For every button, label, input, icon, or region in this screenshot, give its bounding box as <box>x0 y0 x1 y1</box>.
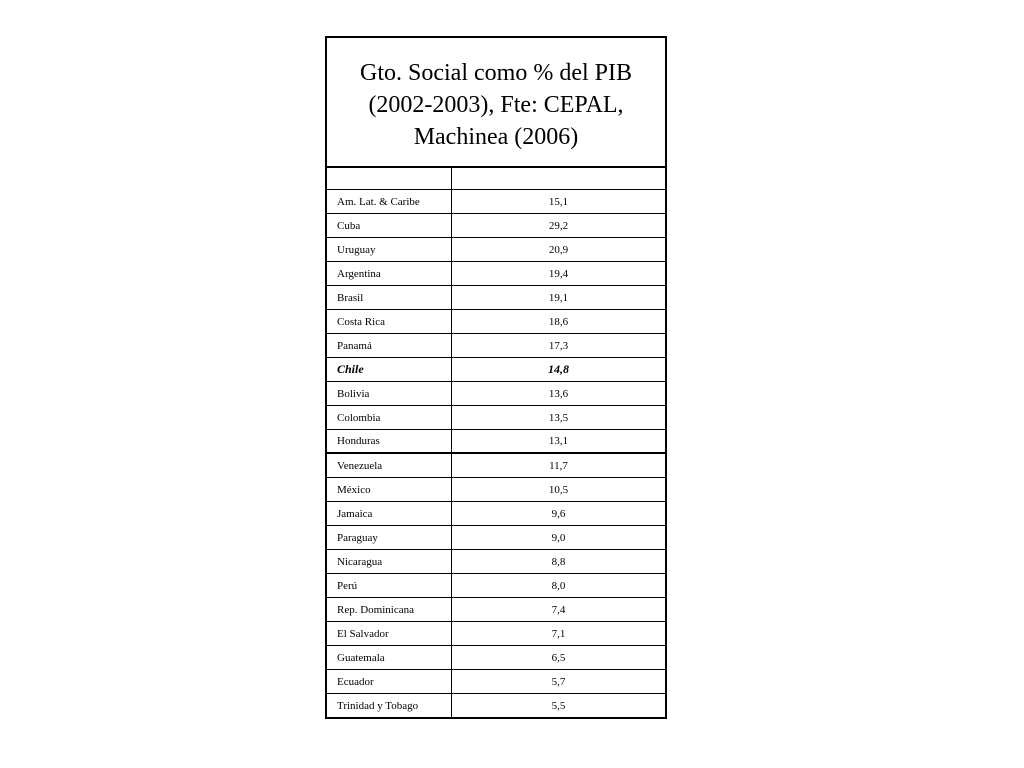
country-cell: Colombia <box>327 406 452 429</box>
table-row <box>327 238 665 262</box>
country-cell: Guatemala <box>327 646 452 669</box>
country-cell: Paraguay <box>327 526 452 549</box>
country-cell: Am. Lat. & Caribe <box>327 190 452 213</box>
value-cell: 19,1 <box>548 291 569 304</box>
table-title-line-3: Machinea (2006) <box>413 124 579 150</box>
country-cell: Venezuela <box>327 454 452 477</box>
table-title-line-2: (2002-2003), Fte: CEPAL, <box>368 92 624 118</box>
table-row <box>327 502 665 526</box>
country-cell: Bolivia <box>327 382 452 405</box>
table-row <box>327 694 665 718</box>
value-cell: 8,8 <box>551 555 566 568</box>
country-cell: Argentina <box>327 262 452 285</box>
value-cell: 14,8 <box>548 362 569 376</box>
country-cell: Cuba <box>327 214 452 237</box>
table-row <box>327 646 665 670</box>
country-cell: Ecuador <box>327 670 452 693</box>
value-cell: 29,2 <box>548 219 569 232</box>
country-cell: El Salvador <box>327 622 452 645</box>
table-header-row <box>327 168 665 190</box>
table-row <box>327 478 665 502</box>
value-cell: 10,5 <box>548 483 569 496</box>
value-cell: 6,5 <box>551 651 566 664</box>
country-cell: Rep. Dominicana <box>327 598 452 621</box>
table-row <box>327 334 665 358</box>
country-cell: Trinidad y Tobago <box>327 694 452 718</box>
value-cell: 15,1 <box>548 195 569 208</box>
table-title <box>327 38 665 168</box>
table-body <box>327 190 665 718</box>
value-cell: 7,1 <box>551 627 566 640</box>
value-cell: 13,5 <box>548 411 569 424</box>
table-row <box>327 262 665 286</box>
value-cell: 5,5 <box>551 700 566 712</box>
table-row <box>327 550 665 574</box>
value-cell: 9,0 <box>551 531 566 544</box>
value-cell: 17,3 <box>548 339 569 352</box>
data-table <box>325 36 667 719</box>
header-value-cell <box>452 168 665 189</box>
value-cell: 13,1 <box>548 435 569 447</box>
value-cell: 8,0 <box>551 579 566 592</box>
value-cell: 11,7 <box>549 459 568 472</box>
value-cell: 20,9 <box>548 243 569 256</box>
table-row <box>327 358 665 382</box>
header-country-cell <box>327 168 452 189</box>
country-cell: Panamá <box>327 334 452 357</box>
table-title-line-1: Gto. Social como % del PIB <box>360 60 632 86</box>
table-row <box>327 310 665 334</box>
table-row <box>327 574 665 598</box>
table-row <box>327 406 665 430</box>
value-cell: 5,7 <box>551 675 566 688</box>
country-cell: Uruguay <box>327 238 452 261</box>
table-row <box>327 190 665 214</box>
country-cell: Perú <box>327 574 452 597</box>
country-cell: Brasil <box>327 286 452 309</box>
table-row <box>327 286 665 310</box>
value-cell: 19,4 <box>548 267 569 280</box>
country-cell: Chile <box>327 358 452 381</box>
value-cell: 18,6 <box>548 315 569 328</box>
table-row <box>327 214 665 238</box>
value-cell: 7,4 <box>551 603 566 616</box>
table-row <box>327 454 665 478</box>
table-row <box>327 382 665 406</box>
table-row <box>327 670 665 694</box>
table-row <box>327 430 665 454</box>
country-cell: Nicaragua <box>327 550 452 573</box>
country-cell: Costa Rica <box>327 310 452 333</box>
country-cell: México <box>327 478 452 501</box>
table-row <box>327 598 665 622</box>
country-cell: Honduras <box>327 430 452 452</box>
value-cell: 13,6 <box>548 387 569 400</box>
table-row <box>327 526 665 550</box>
value-cell: 9,6 <box>551 507 566 520</box>
table-row <box>327 622 665 646</box>
country-cell: Jamaica <box>327 502 452 525</box>
